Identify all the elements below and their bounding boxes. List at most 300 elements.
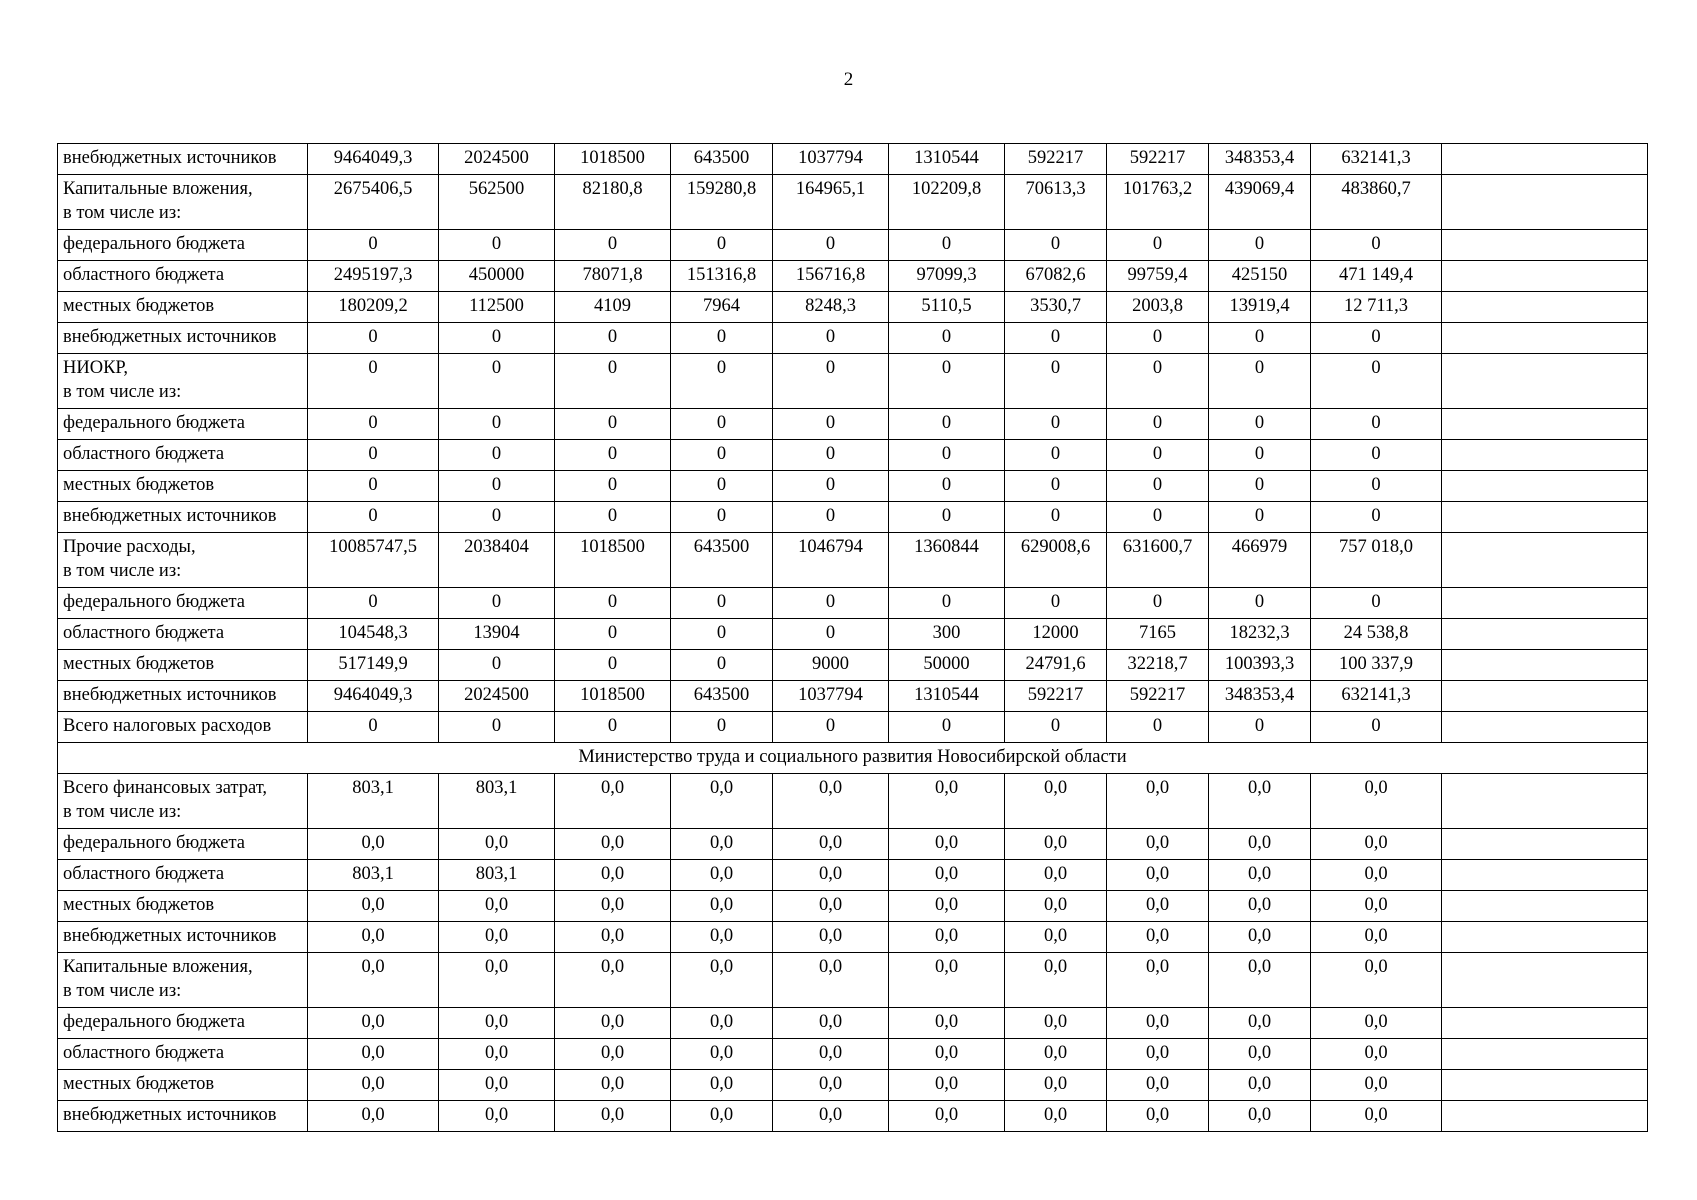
value-cell: 0,0 [1107, 1008, 1209, 1039]
table-row [58, 1039, 1648, 1070]
value-cell: 104548,3 [308, 619, 439, 650]
value-cell: 0,0 [1107, 891, 1209, 922]
value-cell: 0,0 [1311, 1008, 1442, 1039]
value-cell: 592217 [1005, 681, 1107, 712]
value-cell [1442, 681, 1648, 712]
table-row [58, 1101, 1648, 1132]
value-cell: 2038404 [439, 533, 555, 588]
table-row [58, 1070, 1648, 1101]
value-cell: 12000 [1005, 619, 1107, 650]
value-cell: 0,0 [1311, 860, 1442, 891]
value-cell: 7165 [1107, 619, 1209, 650]
value-cell: 4109 [555, 292, 671, 323]
table-row [58, 1008, 1648, 1039]
value-cell: 2003,8 [1107, 292, 1209, 323]
section-title: Министерство труда и социального развития Новосибирской области [58, 743, 1648, 774]
value-cell: 0,0 [1311, 953, 1442, 1008]
value-cell: 0 [308, 588, 439, 619]
value-cell: 0,0 [555, 953, 671, 1008]
value-cell: 0 [671, 712, 773, 743]
value-cell: 0 [1005, 712, 1107, 743]
value-cell [1442, 1008, 1648, 1039]
value-cell: 0,0 [439, 953, 555, 1008]
row-label [58, 1008, 308, 1039]
value-cell: 517149,9 [308, 650, 439, 681]
value-cell: 0 [308, 440, 439, 471]
table-row [58, 588, 1648, 619]
value-cell [1442, 533, 1648, 588]
value-cell: 0,0 [439, 891, 555, 922]
value-cell [1442, 175, 1648, 230]
value-cell: 3530,7 [1005, 292, 1107, 323]
value-cell: 156716,8 [773, 261, 889, 292]
value-cell: 0,0 [439, 1070, 555, 1101]
value-cell: 0 [889, 471, 1005, 502]
value-cell: 0 [1209, 323, 1311, 354]
value-cell: 439069,4 [1209, 175, 1311, 230]
value-cell [1442, 1070, 1648, 1101]
value-cell: 9464049,3 [308, 144, 439, 175]
value-cell: 0 [773, 230, 889, 261]
value-cell: 0,0 [889, 1008, 1005, 1039]
row-label [58, 409, 308, 440]
value-cell: 0,0 [1311, 891, 1442, 922]
value-cell: 0,0 [1209, 922, 1311, 953]
value-cell: 0,0 [1005, 1101, 1107, 1132]
value-cell: 0,0 [555, 891, 671, 922]
value-cell [1442, 860, 1648, 891]
value-cell: 592217 [1005, 144, 1107, 175]
value-cell: 0,0 [773, 922, 889, 953]
value-cell: 78071,8 [555, 261, 671, 292]
value-cell: 0 [308, 409, 439, 440]
value-cell: 0,0 [1005, 922, 1107, 953]
budget-table [57, 143, 1648, 1132]
row-label-line: областного бюджета [63, 265, 225, 285]
row-label-line: в том числе из: [63, 561, 182, 581]
value-cell: 151316,8 [671, 261, 773, 292]
value-cell: 164965,1 [773, 175, 889, 230]
value-cell: 0,0 [555, 922, 671, 953]
value-cell: 0,0 [439, 1039, 555, 1070]
value-cell: 0,0 [773, 1070, 889, 1101]
value-cell [1442, 774, 1648, 829]
value-cell: 1310544 [889, 144, 1005, 175]
value-cell: 0 [555, 323, 671, 354]
value-cell: 0,0 [439, 922, 555, 953]
value-cell: 0,0 [1311, 1101, 1442, 1132]
value-cell: 0 [1005, 323, 1107, 354]
row-label [58, 471, 308, 502]
row-label [58, 175, 308, 230]
value-cell: 632141,3 [1311, 144, 1442, 175]
table-row [58, 175, 1648, 230]
value-cell: 0,0 [308, 1008, 439, 1039]
value-cell: 10085747,5 [308, 533, 439, 588]
value-cell: 0 [439, 230, 555, 261]
value-cell: 0,0 [671, 953, 773, 1008]
value-cell: 24791,6 [1005, 650, 1107, 681]
value-cell: 0 [1209, 440, 1311, 471]
value-cell: 0,0 [555, 860, 671, 891]
value-cell: 0,0 [1107, 1039, 1209, 1070]
value-cell: 102209,8 [889, 175, 1005, 230]
value-cell [1442, 953, 1648, 1008]
value-cell: 50000 [889, 650, 1005, 681]
table-row [58, 860, 1648, 891]
value-cell: 0 [308, 502, 439, 533]
row-label [58, 261, 308, 292]
value-cell: 0,0 [1209, 953, 1311, 1008]
value-cell: 0 [1107, 502, 1209, 533]
value-cell: 101763,2 [1107, 175, 1209, 230]
value-cell: 0,0 [1209, 774, 1311, 829]
value-cell: 0 [1107, 588, 1209, 619]
value-cell: 12 711,3 [1311, 292, 1442, 323]
value-cell: 13919,4 [1209, 292, 1311, 323]
page-number: 2 [843, 69, 854, 90]
row-label [58, 1070, 308, 1101]
value-cell: 0,0 [1005, 860, 1107, 891]
value-cell: 0,0 [308, 953, 439, 1008]
value-cell: 0 [889, 354, 1005, 409]
value-cell: 1310544 [889, 681, 1005, 712]
value-cell: 99759,4 [1107, 261, 1209, 292]
row-label-line: областного бюджета [63, 864, 225, 884]
row-label [58, 712, 308, 743]
table-row [58, 650, 1648, 681]
value-cell: 0,0 [1209, 891, 1311, 922]
value-cell: 0 [439, 323, 555, 354]
value-cell: 159280,8 [671, 175, 773, 230]
table-row [58, 533, 1648, 588]
value-cell [1442, 829, 1648, 860]
table-row [58, 922, 1648, 953]
value-cell: 1360844 [889, 533, 1005, 588]
table-row [58, 891, 1648, 922]
value-cell: 803,1 [439, 860, 555, 891]
value-cell: 0 [1209, 409, 1311, 440]
value-cell: 0,0 [1311, 829, 1442, 860]
value-cell: 0 [773, 619, 889, 650]
value-cell [1442, 323, 1648, 354]
value-cell: 0 [439, 354, 555, 409]
value-cell: 0,0 [889, 774, 1005, 829]
value-cell: 0 [671, 323, 773, 354]
value-cell: 0 [671, 409, 773, 440]
row-label-line: федерального бюджета [63, 234, 246, 254]
value-cell [1442, 588, 1648, 619]
value-cell: 0,0 [1005, 829, 1107, 860]
row-label [58, 774, 308, 829]
row-label-line: федерального бюджета [63, 833, 246, 853]
value-cell: 0 [1005, 588, 1107, 619]
value-cell: 100 337,9 [1311, 650, 1442, 681]
value-cell: 9464049,3 [308, 681, 439, 712]
value-cell: 0 [671, 502, 773, 533]
value-cell: 82180,8 [555, 175, 671, 230]
value-cell: 0 [439, 409, 555, 440]
value-cell: 0 [555, 440, 671, 471]
value-cell: 0 [1209, 471, 1311, 502]
value-cell: 0 [308, 230, 439, 261]
value-cell: 0 [555, 502, 671, 533]
value-cell: 2675406,5 [308, 175, 439, 230]
value-cell: 0 [1311, 409, 1442, 440]
value-cell: 803,1 [308, 860, 439, 891]
value-cell: 0 [555, 471, 671, 502]
row-label-line: в том числе из: [63, 802, 182, 822]
row-label-line: в том числе из: [63, 203, 182, 223]
value-cell: 0 [555, 588, 671, 619]
table-row [58, 323, 1648, 354]
row-label-line: НИОКР, [63, 358, 129, 378]
value-cell: 0 [671, 440, 773, 471]
table-row [58, 409, 1648, 440]
value-cell [1442, 440, 1648, 471]
value-cell: 24 538,8 [1311, 619, 1442, 650]
value-cell: 0,0 [773, 891, 889, 922]
value-cell: 0,0 [1311, 922, 1442, 953]
row-label [58, 891, 308, 922]
value-cell: 0 [1107, 440, 1209, 471]
value-cell: 0,0 [671, 891, 773, 922]
table-row [58, 354, 1648, 409]
value-cell: 0 [773, 323, 889, 354]
row-label [58, 533, 308, 588]
value-cell: 803,1 [439, 774, 555, 829]
table-row [58, 619, 1648, 650]
value-cell: 0,0 [671, 1101, 773, 1132]
value-cell: 0 [1107, 712, 1209, 743]
value-cell: 5110,5 [889, 292, 1005, 323]
value-cell: 0,0 [439, 1008, 555, 1039]
value-cell: 0,0 [671, 829, 773, 860]
value-cell: 0 [1311, 354, 1442, 409]
table-row [58, 292, 1648, 323]
value-cell: 0 [1005, 471, 1107, 502]
value-cell: 0,0 [1005, 891, 1107, 922]
value-cell: 0,0 [889, 1101, 1005, 1132]
row-label [58, 440, 308, 471]
row-label-line: Капитальные вложения, [63, 179, 253, 199]
value-cell: 0,0 [1005, 1039, 1107, 1070]
value-cell: 0 [555, 619, 671, 650]
value-cell: 0 [308, 354, 439, 409]
value-cell: 0 [1005, 230, 1107, 261]
value-cell [1442, 1101, 1648, 1132]
value-cell: 0,0 [889, 953, 1005, 1008]
value-cell: 0,0 [1005, 1008, 1107, 1039]
row-label [58, 953, 308, 1008]
value-cell: 0,0 [1209, 1039, 1311, 1070]
value-cell: 0,0 [889, 922, 1005, 953]
value-cell: 97099,3 [889, 261, 1005, 292]
value-cell: 0,0 [1311, 774, 1442, 829]
value-cell: 0,0 [308, 891, 439, 922]
value-cell: 0,0 [671, 1039, 773, 1070]
row-label-line: областного бюджета [63, 623, 225, 643]
row-label-line: областного бюджета [63, 1043, 225, 1063]
row-label [58, 619, 308, 650]
value-cell: 0,0 [1107, 953, 1209, 1008]
row-label-line: внебюджетных источников [63, 926, 277, 946]
table-row [58, 230, 1648, 261]
row-label-line: местных бюджетов [63, 1074, 215, 1094]
value-cell: 0,0 [555, 1008, 671, 1039]
value-cell: 0,0 [1005, 953, 1107, 1008]
value-cell: 0 [1311, 502, 1442, 533]
value-cell: 0 [671, 230, 773, 261]
value-cell: 0 [1209, 712, 1311, 743]
value-cell: 643500 [671, 681, 773, 712]
value-cell: 0,0 [555, 1039, 671, 1070]
value-cell: 0 [308, 323, 439, 354]
row-label-line: внебюджетных источников [63, 148, 277, 168]
value-cell: 180209,2 [308, 292, 439, 323]
value-cell: 1046794 [773, 533, 889, 588]
value-cell: 0 [555, 409, 671, 440]
value-cell: 0 [1209, 354, 1311, 409]
value-cell [1442, 471, 1648, 502]
row-label [58, 922, 308, 953]
value-cell: 0,0 [671, 1008, 773, 1039]
value-cell: 0 [1311, 588, 1442, 619]
value-cell [1442, 144, 1648, 175]
row-label [58, 230, 308, 261]
row-label [58, 354, 308, 409]
value-cell: 0 [1311, 440, 1442, 471]
value-cell: 0,0 [889, 1070, 1005, 1101]
table-row [58, 712, 1648, 743]
value-cell: 483860,7 [1311, 175, 1442, 230]
value-cell: 0 [308, 712, 439, 743]
value-cell: 0 [555, 712, 671, 743]
value-cell: 0 [1209, 230, 1311, 261]
value-cell: 0 [773, 588, 889, 619]
value-cell: 466979 [1209, 533, 1311, 588]
row-label-line: внебюджетных источников [63, 327, 277, 347]
value-cell [1442, 650, 1648, 681]
value-cell: 0,0 [773, 1101, 889, 1132]
row-label-line: федерального бюджета [63, 592, 246, 612]
value-cell: 1037794 [773, 144, 889, 175]
value-cell: 0,0 [1209, 1070, 1311, 1101]
value-cell: 450000 [439, 261, 555, 292]
value-cell: 70613,3 [1005, 175, 1107, 230]
value-cell: 0,0 [671, 922, 773, 953]
value-cell: 0 [773, 712, 889, 743]
row-label [58, 323, 308, 354]
value-cell: 0,0 [308, 1039, 439, 1070]
row-label [58, 1039, 308, 1070]
row-label-line: в том числе из: [63, 382, 182, 402]
value-cell: 0 [439, 712, 555, 743]
table-row [58, 681, 1648, 712]
value-cell: 2024500 [439, 144, 555, 175]
value-cell: 0 [1107, 354, 1209, 409]
value-cell: 1018500 [555, 144, 671, 175]
value-cell: 0,0 [1311, 1070, 1442, 1101]
value-cell: 67082,6 [1005, 261, 1107, 292]
value-cell: 0 [1311, 323, 1442, 354]
value-cell: 0 [773, 354, 889, 409]
value-cell [1442, 922, 1648, 953]
value-cell: 0 [889, 230, 1005, 261]
row-label-line: в том числе из: [63, 981, 182, 1001]
value-cell: 0 [889, 588, 1005, 619]
value-cell: 757 018,0 [1311, 533, 1442, 588]
value-cell: 0,0 [1209, 829, 1311, 860]
value-cell: 592217 [1107, 681, 1209, 712]
value-cell: 0,0 [773, 1008, 889, 1039]
value-cell: 0,0 [1005, 774, 1107, 829]
row-label-line: местных бюджетов [63, 654, 215, 674]
value-cell [1442, 292, 1648, 323]
value-cell: 0 [889, 409, 1005, 440]
value-cell: 643500 [671, 144, 773, 175]
value-cell: 0,0 [439, 829, 555, 860]
value-cell: 0 [1311, 712, 1442, 743]
value-cell: 7964 [671, 292, 773, 323]
row-label-line: федерального бюджета [63, 413, 246, 433]
value-cell: 0 [555, 650, 671, 681]
row-label-line: местных бюджетов [63, 895, 215, 915]
table-row [58, 774, 1648, 829]
row-label [58, 860, 308, 891]
value-cell: 0 [1005, 502, 1107, 533]
value-cell: 1018500 [555, 681, 671, 712]
value-cell: 0 [555, 354, 671, 409]
row-label-line: местных бюджетов [63, 296, 215, 316]
value-cell: 0 [671, 619, 773, 650]
value-cell: 0 [439, 471, 555, 502]
value-cell: 0 [1005, 354, 1107, 409]
table-row [58, 261, 1648, 292]
value-cell: 0 [439, 588, 555, 619]
value-cell: 592217 [1107, 144, 1209, 175]
value-cell: 0,0 [1107, 1101, 1209, 1132]
value-cell: 643500 [671, 533, 773, 588]
value-cell: 32218,7 [1107, 650, 1209, 681]
value-cell: 0 [671, 650, 773, 681]
value-cell: 0 [1107, 409, 1209, 440]
table-row [58, 829, 1648, 860]
row-label [58, 144, 308, 175]
value-cell: 0,0 [1311, 1039, 1442, 1070]
value-cell: 112500 [439, 292, 555, 323]
row-label [58, 681, 308, 712]
table-row [58, 953, 1648, 1008]
value-cell: 0,0 [555, 829, 671, 860]
value-cell: 0,0 [1209, 860, 1311, 891]
value-cell: 0 [1005, 440, 1107, 471]
value-cell: 9000 [773, 650, 889, 681]
value-cell: 0,0 [555, 1070, 671, 1101]
value-cell: 0 [773, 440, 889, 471]
row-label-line: федерального бюджета [63, 1012, 246, 1032]
value-cell [1442, 409, 1648, 440]
row-label-line: местных бюджетов [63, 475, 215, 495]
value-cell: 0 [773, 502, 889, 533]
row-label-line: областного бюджета [63, 444, 225, 464]
value-cell: 0 [671, 354, 773, 409]
value-cell: 471 149,4 [1311, 261, 1442, 292]
value-cell: 0 [889, 712, 1005, 743]
row-label [58, 502, 308, 533]
value-cell: 0,0 [1107, 860, 1209, 891]
value-cell [1442, 261, 1648, 292]
